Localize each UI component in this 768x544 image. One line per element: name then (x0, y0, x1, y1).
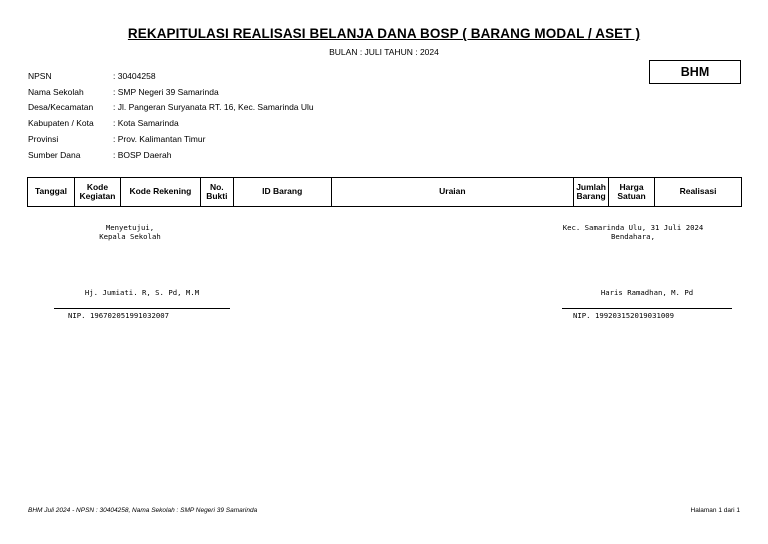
info-row-province (28, 131, 314, 147)
report-code-badge: BHM (649, 60, 741, 84)
principal-name: Hj. Jumiati. R, S. Pd, M.M (84, 288, 200, 297)
info-row-address (28, 100, 314, 116)
info-label: Provinsi (28, 134, 59, 145)
col-header-quantity: Jumlah Barang (574, 178, 609, 207)
treasurer-nip: NIP. 199203152019031009 (573, 311, 675, 320)
treasurer-signature-line (562, 308, 732, 309)
col-header-item-id: ID Barang (233, 178, 331, 207)
treasurer-role: Bendahara, (611, 232, 655, 241)
info-row-fund-source (28, 147, 314, 163)
info-value: : 30404258 (113, 70, 156, 81)
info-row-npsn (28, 68, 314, 84)
principal-signature-line (54, 308, 230, 309)
info-value: : BOSP Daerah (113, 149, 172, 160)
col-header-receipt-no: No. Bukti (200, 178, 233, 207)
col-header-realization: Realisasi (655, 178, 742, 207)
info-value: : Prov. Kalimantan Timur (113, 134, 206, 145)
col-header-account-code: Kode Rekening (120, 178, 200, 207)
report-period: BULAN : JULI TAHUN : 2024 (329, 47, 439, 57)
col-header-activity-code: Kode Kegiatan (74, 178, 120, 207)
report-title: REKAPITULASI REALISASI BELANJA DANA BOSP ( BARANG MODAL / ASET ) (127, 26, 641, 41)
info-value: : Kota Samarinda (113, 118, 179, 129)
info-value: : SMP Negeri 39 Samarinda (113, 86, 219, 97)
info-label: Kabupaten / Kota (28, 118, 94, 129)
expenditure-table (27, 177, 742, 207)
principal-role: Kepala Sekolah (99, 232, 161, 241)
col-header-date: Tanggal (28, 178, 75, 207)
school-info (28, 68, 314, 163)
col-header-unit-price: Harga Satuan (609, 178, 655, 207)
treasurer-name: Haris Ramadhan, M. Pd (600, 288, 694, 297)
table-header-row (28, 178, 742, 207)
footer-document-info: BHM Juli 2024 - NPSN : 30404258, Nama Sekolah : SMP Negeri 39 Samarinda (28, 507, 258, 514)
right-signature-title (548, 223, 718, 241)
info-row-city (28, 115, 314, 131)
left-signature-title (40, 223, 220, 241)
info-label: Desa/Kecamatan (28, 102, 94, 113)
info-row-school-name (28, 84, 314, 100)
footer-page-number: Halaman 1 dari 1 (690, 507, 740, 514)
info-label: NPSN (28, 70, 52, 81)
info-value: : Jl. Pangeran Suryanata RT. 16, Kec. Samarinda Ulu (113, 102, 314, 113)
info-label: Nama Sekolah (28, 86, 84, 97)
place-date: Kec. Samarinda Ulu, 31 Juli 2024 (562, 223, 704, 232)
approval-label: Menyetujui, (105, 223, 155, 232)
principal-nip: NIP. 196702051991032007 (68, 311, 170, 320)
col-header-description: Uraian (331, 178, 573, 207)
info-label: Sumber Dana (28, 149, 81, 160)
